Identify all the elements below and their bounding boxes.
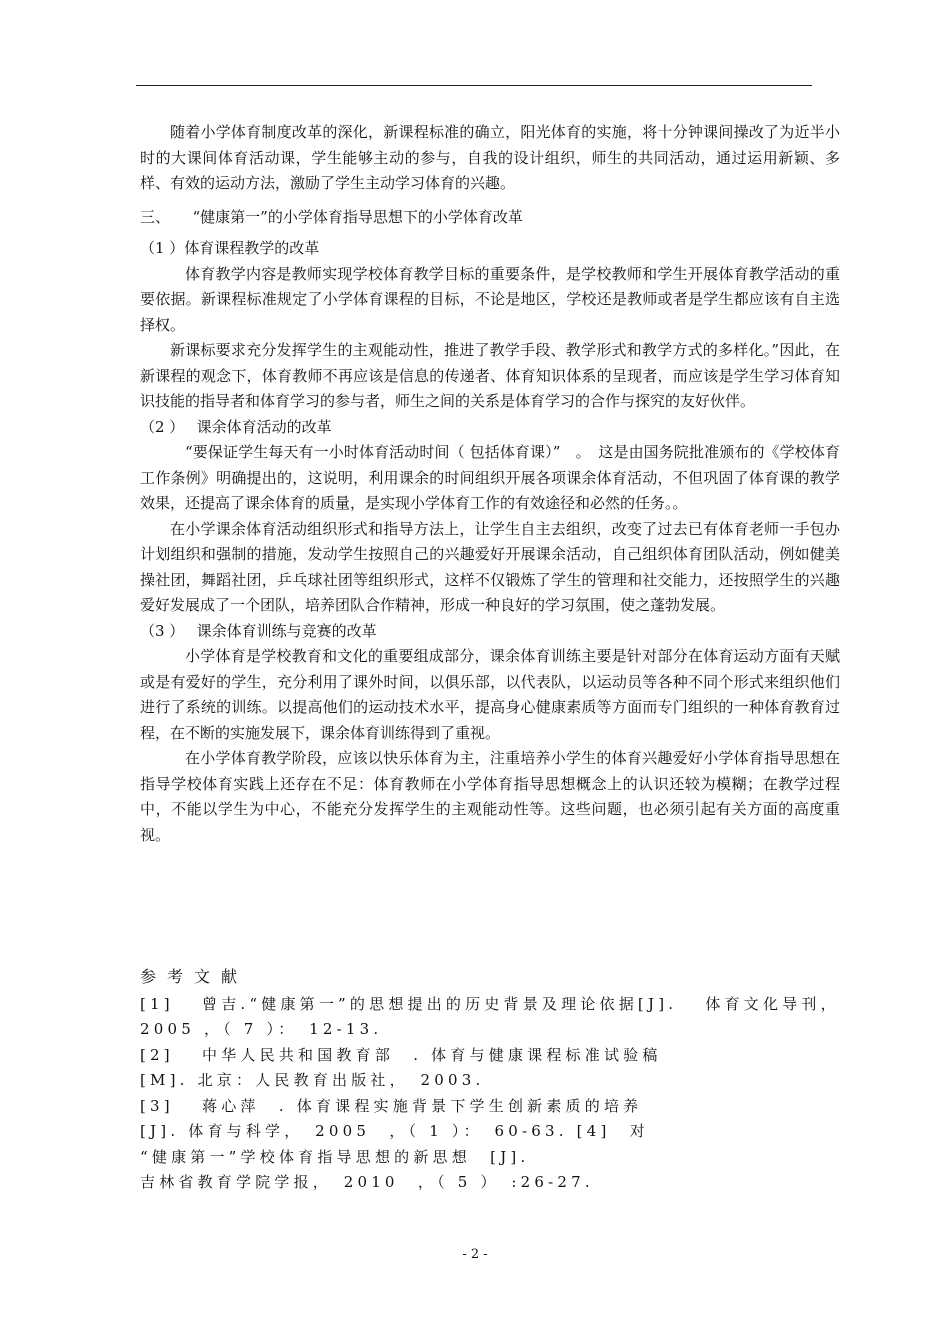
subsection-3-paragraph: 小学体育是学校教育和文化的重要组成部分，课余体育训练主要是针对部分在体育运动方面有天赋或是有爱好的学生，充分利用了课外时间，以俱乐部，以代表队，以运动员等各种不同个形式来组织他们进行了系统的训练。以提高他们的运动技术水平，提高身心健康素质等方面而专门组织的一种体育教育过程，在不断的实施发展下，课余体育训练得到了重视。 — [140, 647, 840, 742]
subsection-3-paragraph: 在小学体育教学阶段，应该以快乐体育为主，注重培养小学生的体育兴趣爱好小学体育指导思想在指导学校体育实践上还存在不足：体育教师在小学体育指导思想概念上的认识还较为模糊；在教学过程中，不能以学生为中心，不能充分发挥学生的主观能动性等。这些问题，也必须引起有关方面的高度重视。 — [140, 749, 840, 844]
reference-line: [J]. 体育与科学， 2005 ，（ 1 ）： 60-63. [4] 对 — [140, 1122, 649, 1140]
section-3-heading: 三、 “健康第一”的小学体育指导思想下的小学体育改革 — [140, 207, 523, 226]
reference-line: “健康第一”学校体育指导思想的新思想 [J]. — [140, 1147, 530, 1166]
body-text — [140, 120, 840, 848]
reference-line: [2] 中华人民共和国教育部 . 体育与健康课程标准试验稿 — [140, 1045, 662, 1064]
references-title: 参考文献 — [140, 967, 249, 986]
reference-line: 2005 ，（ 7 ）： 12-13. — [140, 1020, 383, 1038]
subsection-2-paragraph: 在小学课余体育活动组织形式和指导方法上，让学生自主去组织，改变了过去已有体育老师一手包办计划组织和强制的措施，发动学生按照自己的兴趣爱好开展课余活动，自己组织体育团队活动，例如健美操社团，舞蹈社团，乒乓球社团等组织形式，这样不仅锻炼了学生的管理和社交能力，还按照学生的兴趣爱好发展成了一个团队，培养团队合作精神，形成一种良好的学习氛围，使之蓬勃发展。 — [140, 519, 840, 614]
reference-line: [3] 蒋心萍 . 体育课程实施背景下学生创新素质的培养 — [140, 1096, 643, 1115]
subsection-2-title: （2 ） 课余体育活动的改革 — [140, 417, 332, 436]
reference-line: 吉林省教育学院学报， 2010 ，（ 5 ） :26-27. — [140, 1173, 594, 1191]
subsection-1-paragraph: 体育教学内容是教师实现学校体育教学目标的重要条件，是学校教师和学生开展体育教学活动的重要依据。新课程标准规定了小学体育课程的目标，不论是地区，学校还是教师或者是学生都应该有自主选择权。 — [140, 264, 840, 334]
reference-line: [M]. 北京：人民教育出版社， 2003. — [140, 1071, 485, 1089]
intro-paragraph: 随着小学体育制度改革的深化，新课程标准的确立，阳光体育的实施，将十分钟课间操改了为近半小时的大课间体育活动课，学生能够主动的参与，自我的设计组织，师生的共同活动，通过运用新颖、多样、有效的运动方法，激励了学生主动学习体育的兴趣。 — [140, 123, 840, 192]
subsection-1-title: （1 ）体育课程教学的改革 — [140, 239, 320, 257]
page-number: - 2 - — [462, 1247, 488, 1262]
reference-line: [1] 曾吉.“健康第一”的思想提出的历史背景及理论依据[J]. 体育文化导刊， — [140, 994, 840, 1013]
subsection-1-paragraph: 新课标要求充分发挥学生的主观能动性，推进了教学手段、教学形式和教学方式的多样化。”因此，在新课程的观念下，体育教师不再应该是信息的传递者、体育知识体系的呈现者，而应该是学生学习体育知识技能的指导者和体育学习的参与者，师生之间的关系是体育学习的合作与探究的友好伙伴。 — [140, 341, 840, 410]
header-rule — [136, 85, 812, 86]
subsection-3-title: （3 ） 课余体育训练与竞赛的改革 — [140, 621, 377, 640]
references-section — [140, 964, 945, 1196]
subsection-2-paragraph: “要保证学生每天有一小时体育活动时间（ 包括体育课）” 。 这是由国务院批准颁布的《学校体育工作条例》明确提出的，这说明，利用课余的时间组织开展各项课余体育活动，不但巩固了体育课的教学效果，还提高了课余体育的质量，是实现小学体育工作的有效途径和必然的任务。。 — [140, 443, 840, 512]
